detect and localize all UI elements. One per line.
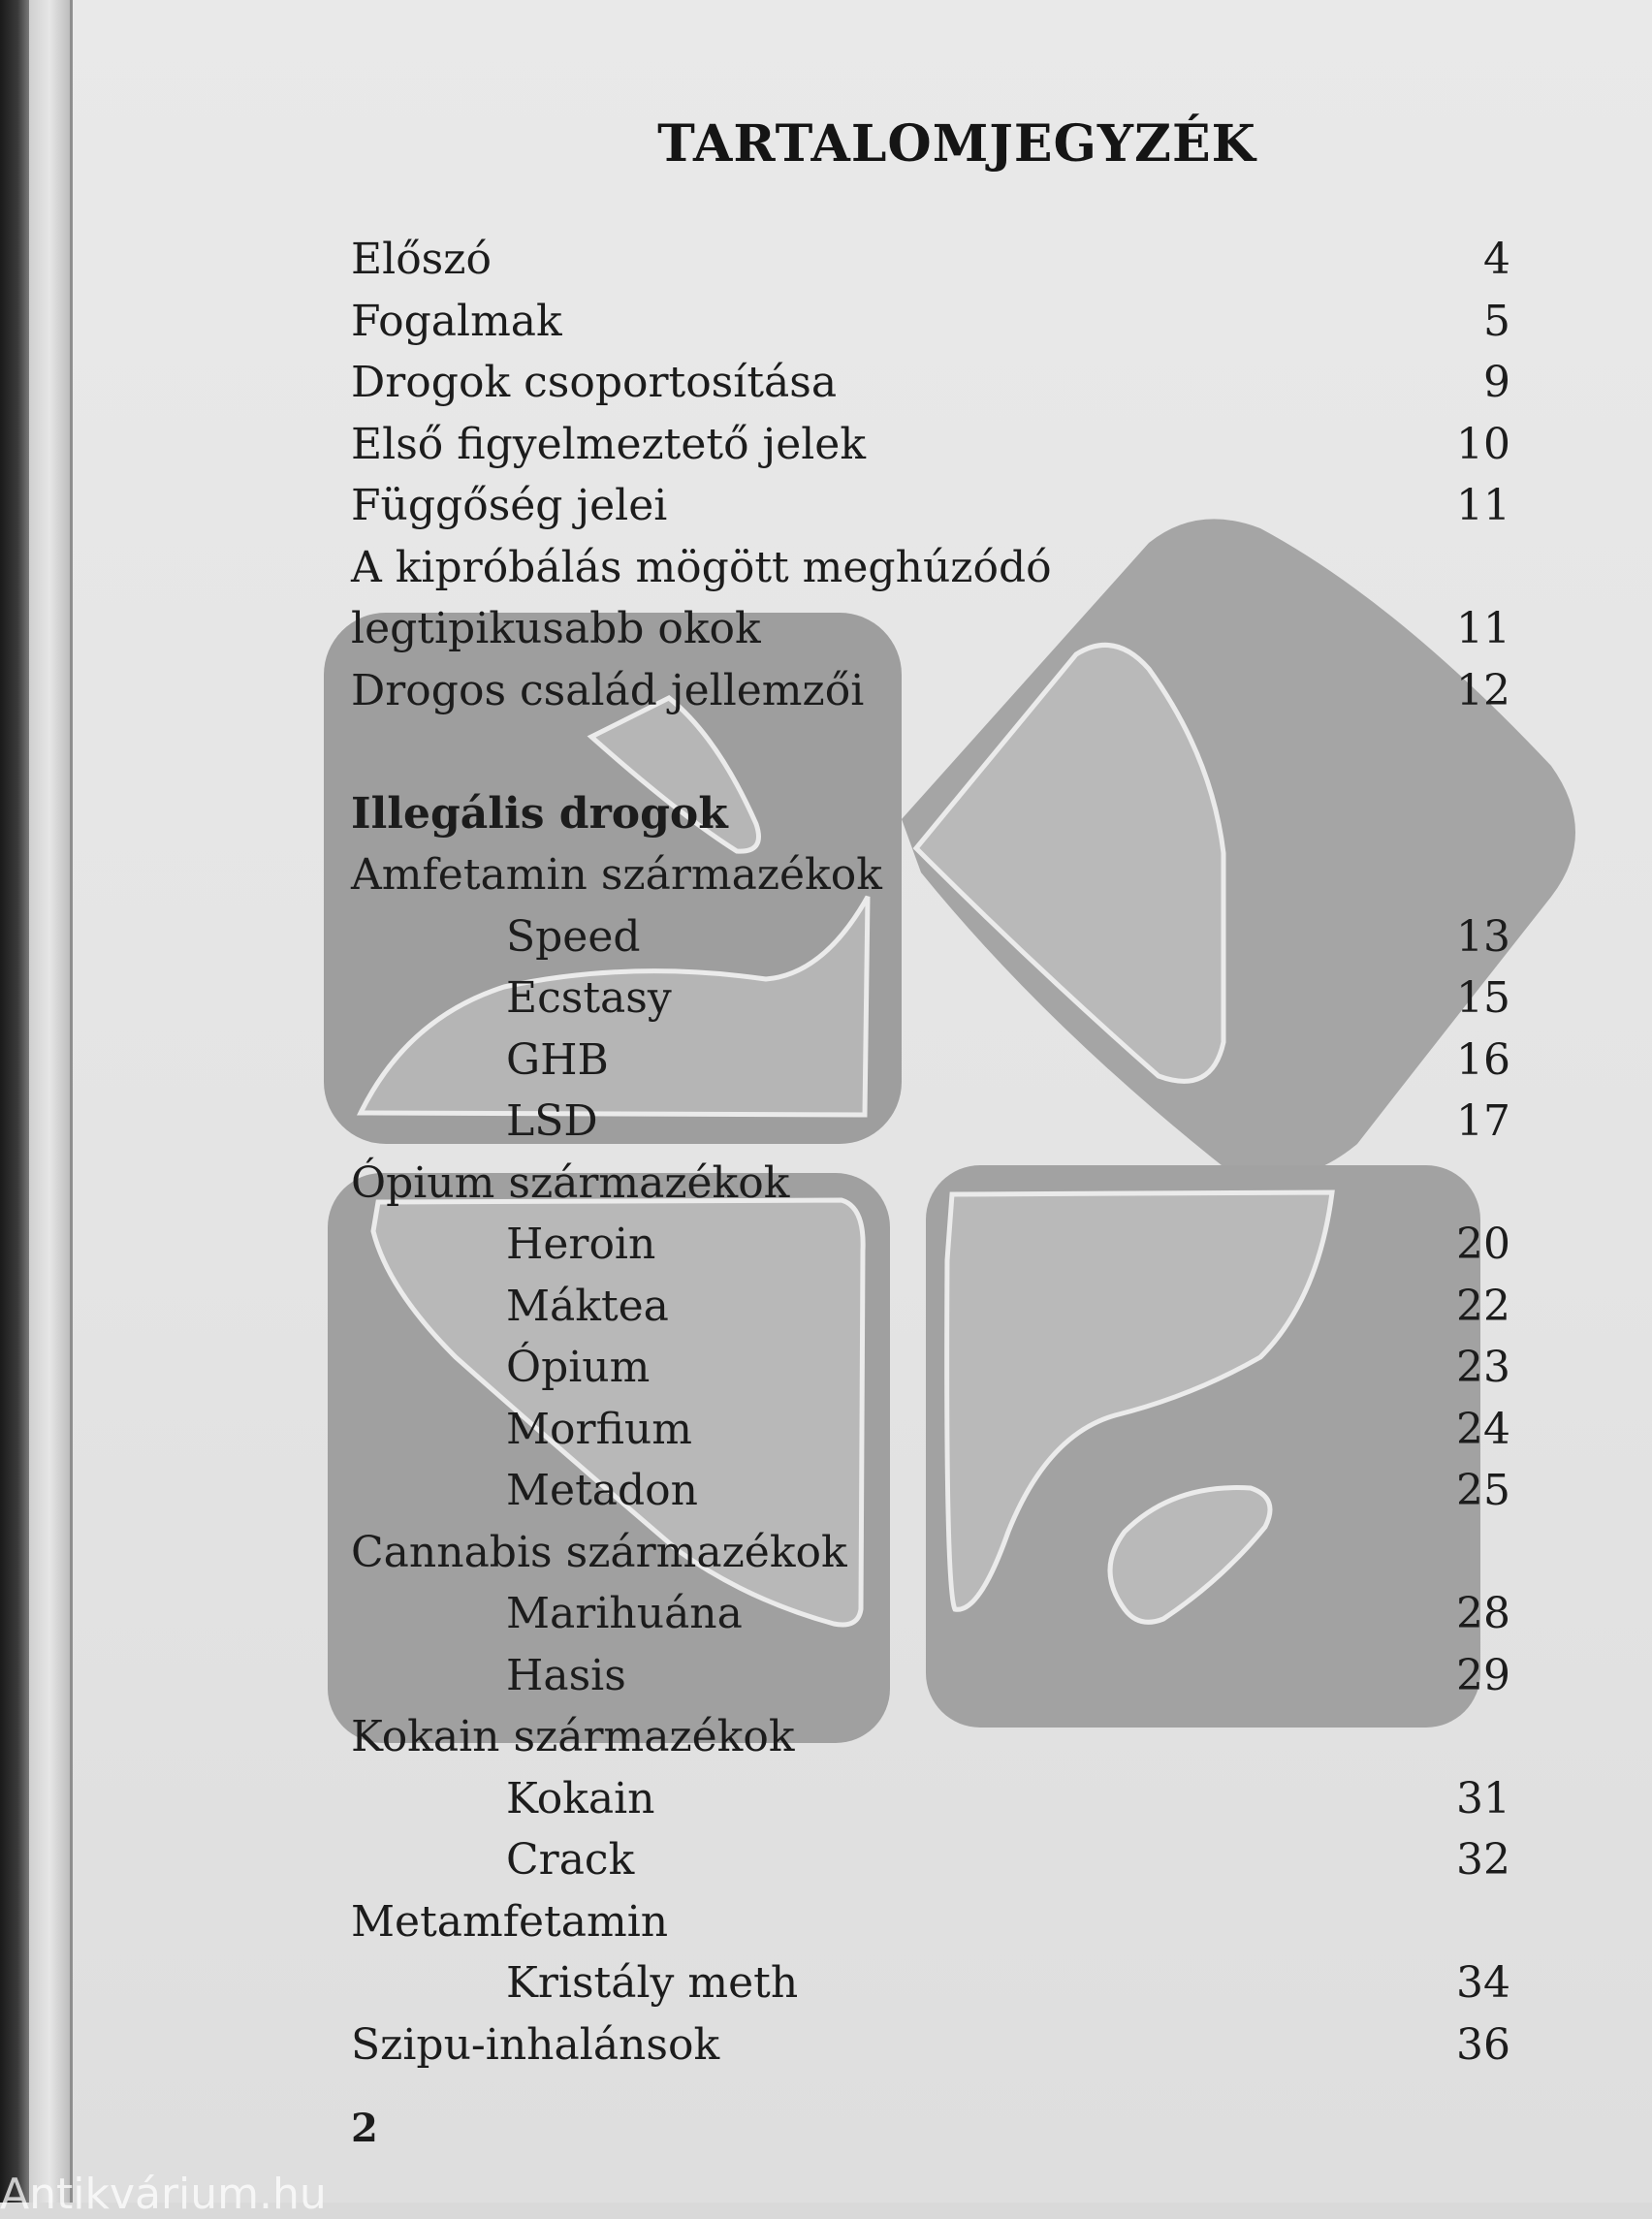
toc-entry-page: 25 [1456, 1466, 1510, 1515]
toc-entry-page: 17 [1456, 1096, 1510, 1146]
toc-entry-label: Függőség jelei [351, 481, 668, 530]
toc-entry-label: Kristály meth [506, 1958, 799, 2008]
toc-subentry [351, 1583, 1510, 1645]
toc-subentry [351, 1337, 1510, 1399]
toc-entry-label: Marihuána [506, 1589, 743, 1638]
toc-subentry [351, 1276, 1510, 1338]
toc-entry-label: Máktea [506, 1281, 669, 1331]
toc-entry-label: Morfium [506, 1404, 692, 1454]
toc-entry [351, 1153, 1510, 1215]
toc-heading-label: Illegális drogok [351, 788, 728, 839]
toc-entry-page: 4 [1483, 235, 1510, 284]
toc-entry-page: 23 [1456, 1343, 1510, 1392]
toc-entry-label: Kokain származékok [351, 1712, 795, 1761]
toc-entry-label: GHB [506, 1034, 609, 1085]
toc-entry [351, 844, 1510, 906]
toc-entry [351, 2014, 1510, 2076]
toc-entry-label: Kokain [506, 1773, 655, 1823]
toc-entry-page: 24 [1456, 1404, 1510, 1454]
toc-entry-label: Amfetamin származékok [351, 850, 882, 900]
toc-entry [351, 660, 1510, 722]
toc-entry-label: Drogok csoportosítása [351, 358, 838, 407]
toc-entry [351, 537, 1510, 599]
toc-section-heading [351, 783, 1510, 845]
toc-entry-label: Szipu-inhalánsok [351, 2019, 720, 2070]
toc-entry-page: 12 [1456, 665, 1510, 715]
toc-entry-page: 11 [1456, 481, 1510, 530]
toc-entry-page: 10 [1456, 419, 1510, 469]
toc-entry-label: Cannabis származékok [351, 1527, 847, 1577]
toc-subentry [351, 1645, 1510, 1707]
toc-entry [351, 414, 1510, 476]
toc-entry-label: Metamfetamin [351, 1896, 669, 1947]
toc-entry [351, 229, 1510, 291]
toc-entry [351, 1522, 1510, 1584]
toc-entry [351, 1706, 1510, 1768]
toc-entry-label: Fogalmak [351, 296, 562, 346]
page-title: TARTALOMJEGYZÉK [657, 114, 1256, 174]
toc-subentry [351, 1829, 1510, 1891]
toc-entry-page: 32 [1456, 1835, 1510, 1885]
toc-entry-page: 28 [1456, 1589, 1510, 1638]
toc-subentry [351, 1460, 1510, 1522]
toc-subentry [351, 1399, 1510, 1461]
toc-entry-label: Ópium származékok [351, 1157, 790, 1208]
toc-entry [351, 352, 1510, 414]
watermark: Antikvárium.hu [0, 2170, 327, 2219]
page-number: 2 [351, 2106, 378, 2151]
toc-entry-label: Ópium [506, 1343, 651, 1392]
toc-entry [351, 1891, 1510, 1953]
toc-entry-page: 36 [1456, 2019, 1510, 2070]
toc-entry-page: 15 [1456, 973, 1510, 1023]
toc-entry-page: 13 [1456, 911, 1510, 962]
toc-subentry [351, 1091, 1510, 1153]
toc-entry-label: LSD [506, 1096, 598, 1146]
toc-entry-label: Crack [506, 1835, 635, 1885]
toc-entry-page: 34 [1456, 1958, 1510, 2008]
toc-entry [351, 291, 1510, 353]
toc-entry [351, 598, 1510, 660]
toc-subentry [351, 1214, 1510, 1276]
toc-spacer [351, 721, 1510, 783]
toc-entry-page: 22 [1456, 1281, 1510, 1331]
toc-entry-page: 11 [1456, 604, 1510, 653]
toc-entry-label: Heroin [506, 1220, 656, 1269]
toc-entry-label: Előszó [351, 235, 492, 284]
toc-entry-label: Drogos család jellemzői [351, 665, 865, 715]
toc-subentry [351, 906, 1510, 968]
toc-entry-page: 9 [1483, 358, 1510, 407]
toc-entry-label: A kipróbálás mögött meghúzódó [351, 542, 1052, 592]
toc-entry-page: 29 [1456, 1650, 1510, 1700]
table-of-contents [351, 229, 1510, 2076]
toc-entry-label: Első figyelmeztető jelek [351, 419, 867, 469]
toc-subentry [351, 1952, 1510, 2014]
toc-entry-label: legtipikusabb okok [351, 604, 761, 653]
toc-entry-label: Ecstasy [506, 973, 672, 1023]
toc-entry-page: 20 [1456, 1220, 1510, 1269]
toc-entry-label: Speed [506, 911, 641, 962]
toc-subentry [351, 967, 1510, 1030]
toc-subentry [351, 1030, 1510, 1092]
toc-entry [351, 475, 1510, 537]
toc-subentry [351, 1768, 1510, 1830]
toc-entry-page: 5 [1483, 296, 1510, 346]
toc-entry-label: Hasis [506, 1650, 626, 1700]
toc-entry-page: 31 [1456, 1773, 1510, 1823]
toc-entry-label: Metadon [506, 1466, 698, 1515]
toc-entry-page: 16 [1456, 1034, 1510, 1085]
